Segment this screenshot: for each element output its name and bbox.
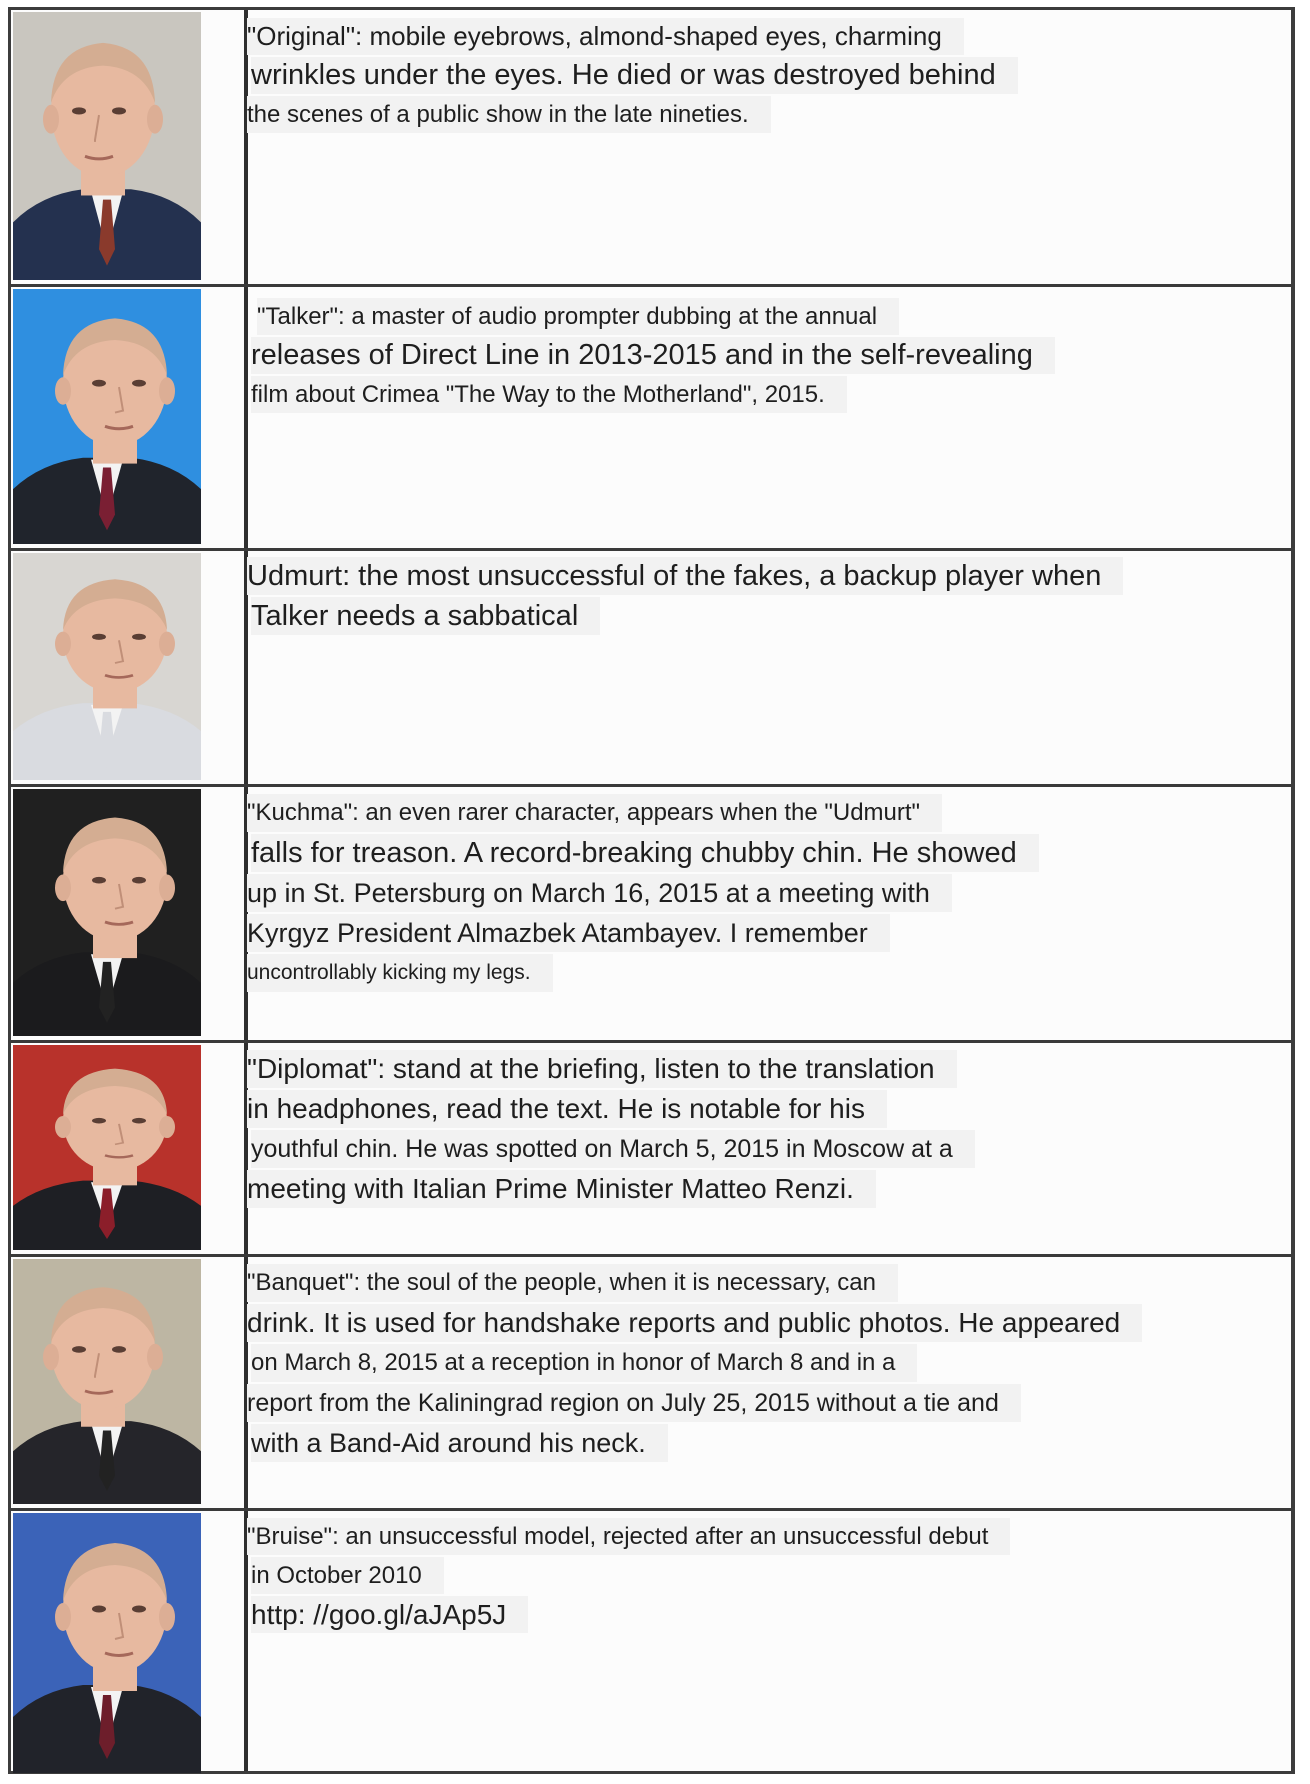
description-line: http: //goo.gl/aJAp5J	[251, 1596, 528, 1633]
description-line: on March 8, 2015 at a reception in honor of March 8 and in a	[251, 1344, 917, 1382]
portrait-photo	[13, 553, 201, 780]
description-line: Udmurt: the most unsuccessful of the fakes, a backup player when	[247, 557, 1123, 595]
portrait-photo	[13, 289, 201, 544]
description-line: Talker needs a sabbatical	[251, 597, 600, 635]
table-row	[11, 10, 1291, 287]
description-text	[247, 1518, 1281, 1635]
description-line: with a Band-Aid around his neck.	[251, 1424, 668, 1462]
description-line: Kyrgyz President Almazbek Atambayev. I remember	[247, 914, 890, 952]
description-line: releases of Direct Line in 2013-2015 and in the self-revealing	[251, 337, 1055, 374]
table-row	[11, 551, 1291, 787]
description-text	[247, 794, 1281, 994]
portrait-photo	[13, 1259, 201, 1504]
description-text	[247, 18, 1281, 135]
description-text	[247, 1050, 1281, 1210]
description-line: report from the Kaliningrad region on July 25, 2015 without a tie and	[247, 1384, 1021, 1422]
portrait-photo	[13, 12, 201, 280]
lookalike-table	[8, 7, 1295, 1774]
portrait-photo	[13, 1045, 201, 1250]
description-line: "Talker": a master of audio prompter dubbing at the annual	[257, 298, 899, 335]
table-row	[11, 787, 1291, 1043]
description-text	[247, 557, 1281, 637]
description-line: "Kuchma": an even rarer character, appears when the "Udmurt"	[247, 794, 942, 832]
description-line: in headphones, read the text. He is notable for his	[247, 1090, 887, 1128]
table-row	[11, 287, 1291, 551]
table-row	[11, 1043, 1291, 1257]
table-row	[11, 1511, 1291, 1777]
description-line: the scenes of a public show in the late nineties.	[247, 96, 771, 133]
description-line: youthful chin. He was spotted on March 5, 2015 in Moscow at a	[251, 1130, 975, 1168]
portrait-photo	[13, 1513, 201, 1773]
description-text	[247, 1264, 1281, 1464]
description-line: up in St. Petersburg on March 16, 2015 at a meeting with	[247, 874, 952, 912]
description-line: "Banquet": the soul of the people, when it is necessary, can	[247, 1264, 898, 1302]
description-line: uncontrollably kicking my legs.	[247, 954, 553, 992]
description-line: "Diplomat": stand at the briefing, listen to the translation	[247, 1050, 957, 1088]
description-text	[247, 298, 1281, 415]
description-line: wrinkles under the eyes. He died or was destroyed behind	[251, 57, 1018, 94]
description-line: falls for treason. A record-breaking chubby chin. He showed	[251, 834, 1039, 872]
description-line: "Original": mobile eyebrows, almond-shaped eyes, charming	[247, 18, 964, 55]
table-row	[11, 1257, 1291, 1511]
description-line: film about Crimea "The Way to the Motherland", 2015.	[251, 376, 847, 413]
portrait-photo	[13, 789, 201, 1036]
description-line: meeting with Italian Prime Minister Matteo Renzi.	[247, 1170, 876, 1208]
description-line: in October 2010	[251, 1557, 444, 1594]
description-line: drink. It is used for handshake reports and public photos. He appeared	[247, 1304, 1142, 1342]
description-line: "Bruise": an unsuccessful model, rejected after an unsuccessful debut	[247, 1518, 1010, 1555]
